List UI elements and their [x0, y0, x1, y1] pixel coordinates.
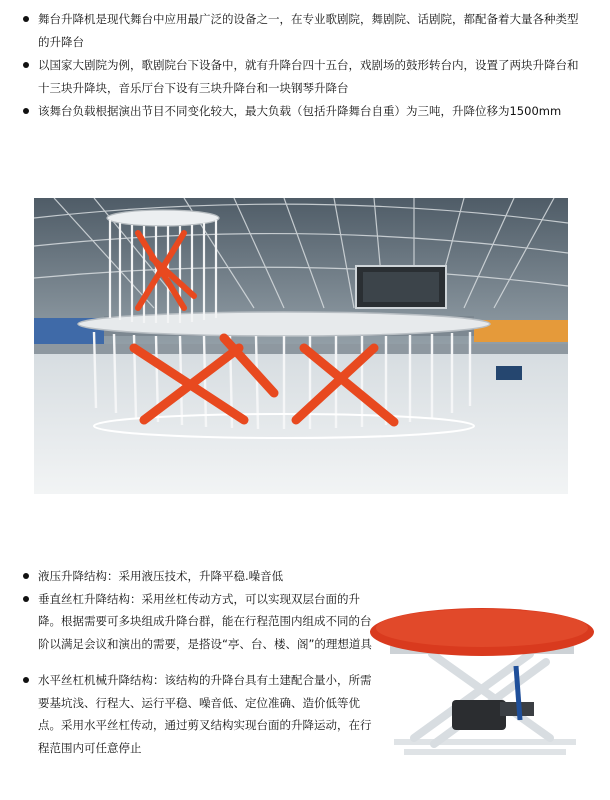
structure-bullet-3-text: 水平丝杠机械升降结构：该结构的升降台具有土建配合量小，所需要基坑浅、行程大、运行平稳、噪音低、定位准确、造价低等优点。采用水平丝杠传动，通过剪叉结构实现台面的升降运动，在行程范围内可任意停止 [38, 673, 372, 755]
lift-base-frame [394, 742, 576, 752]
bullet-dot-icon [23, 573, 29, 579]
intro-bullet-1-text: 舞台升降机是现代舞台中应用最广泛的设备之一，在专业歌剧院，舞剧院、话剧院，都配备着大量各种类型的升降台 [38, 12, 579, 49]
intro-bullet-list [22, 8, 582, 123]
bullet-dot-icon [23, 62, 29, 68]
lift-motor [452, 700, 506, 730]
intro-bullet-3-text: 该舞台负载根据演出节目不同变化较大，最大负载（包括升降舞台自重）为三吨，升降位移为1500mm [38, 104, 562, 118]
camera-equipment [496, 366, 522, 380]
intro-bullet-3 [22, 100, 582, 123]
bullet-dot-icon [23, 596, 29, 602]
bullet-dot-icon [23, 108, 29, 114]
structure-bullet-1 [22, 565, 378, 588]
lift-scissor-arms [414, 654, 550, 744]
bullet-dot-icon [23, 677, 29, 683]
intro-bullet-2-text: 以国家大剧院为例，歌剧院台下设备中，就有升降台四十五台，戏剧场的鼓形转台内，设置了两块升降台和十三块升降块，音乐厅台下设有三块升降台和一块钢琴升降台 [38, 58, 579, 95]
intro-bullet-1 [22, 8, 582, 54]
scissor-lift-table-photo [370, 606, 594, 756]
stadium-stage-lift-photo [34, 198, 568, 494]
bullet-dot-icon [23, 16, 29, 22]
structure-bullet-2 [22, 588, 378, 656]
structure-bullet-3 [22, 669, 378, 759]
structure-bullet-2-text: 垂直丝杠升降结构：采用丝杠传动方式，可以实现双层台面的升降。根据需要可多块组成升降台群，能在行程范围内组成不同的台阶以满足会议和演出的需要，是搭设“亭、台、楼、阁”的理想道具 [38, 591, 372, 651]
intro-bullet-2 [22, 54, 582, 100]
ring-platform-top [78, 312, 490, 336]
structure-bullet-list [22, 565, 378, 759]
structure-bullet-1-text: 液压升降结构：采用液压技术，升降平稳.噪音低 [38, 569, 284, 583]
